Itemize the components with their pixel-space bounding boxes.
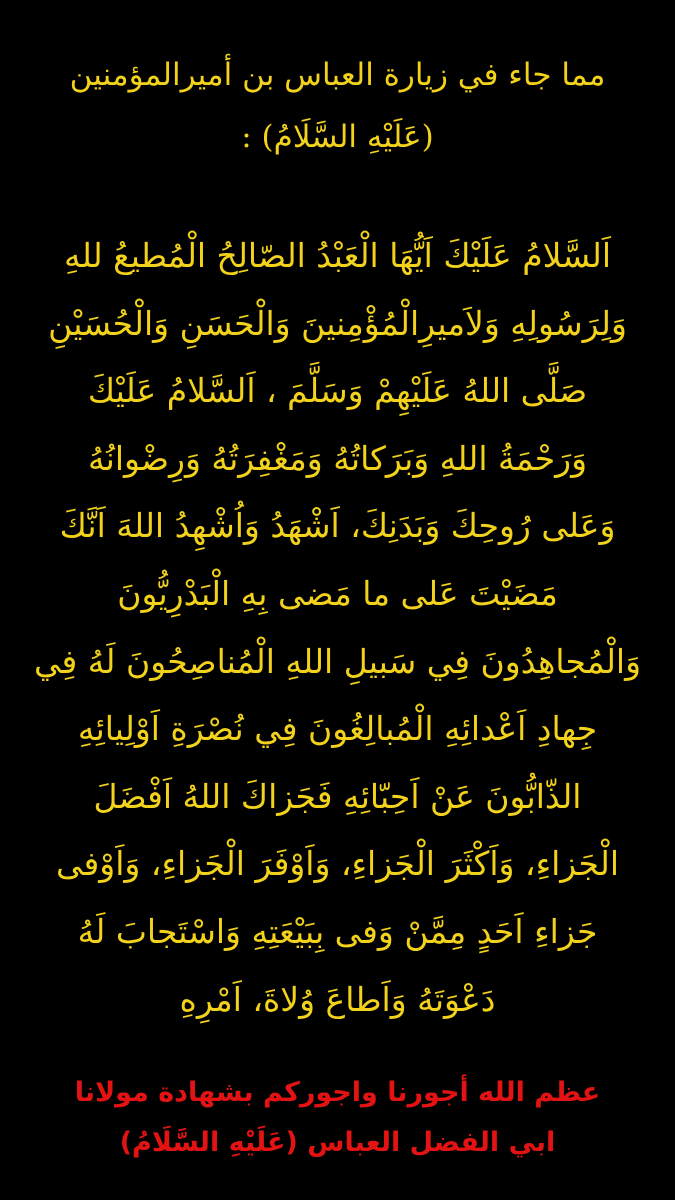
ziyarah-line: الذّابُّونَ عَنْ اَحِبّائِهِ فَجَزاكَ اللهُ اَفْضَلَ (93, 776, 582, 816)
ziyarah-line: وَرَحْمَةُ اللهِ وَبَرَكاتُهُ وَمَغْفِرَتُهُ وَرِضْوانُهُ (87, 438, 588, 478)
condolence-footer (20, 1068, 655, 1168)
ziyarah-line: وَلِرَسُولِهِ وَلاَميرِالْمُؤْمِنينَ وَالْحَسَنِ وَالْحُسَيْنِ (48, 303, 627, 343)
heading-line-2: (عَلَيْهِ السَّلَامُ) : (241, 119, 434, 155)
ziyarah-line: اَلسَّلامُ عَلَيْكَ اَيُّهَا الْعَبْدُ الصّالِحُ الْمُطيعُ للهِ (64, 236, 611, 275)
ziyarah-line: وَعَلى رُوحِكَ وَبَدَنِكَ، اَشْهَدُ وَاُشْهِدُ اللهَ اَنَّكَ (59, 506, 616, 546)
condolence-line-2: ابي الفضل العباس (عَلَيْهِ السَّلَامُ) (119, 1127, 556, 1158)
ziyarah-line: جِهادِ اَعْدائِهِ الْمُبالِغُونَ فِي نُصْرَةِ اَوْلِيائِهِ (77, 709, 598, 749)
heading-line-1: مما جاء في زيارة العباس بن أميرالمؤمنين (69, 57, 606, 93)
ziyarah-line: وَالْمُجاهِدُونَ فِي سَبيلِ اللهِ الْمُناصِحُونَ لَهُ فِي (33, 641, 642, 681)
ziyarah-line: الْجَزاءِ، وَاَكْثَرَ الْجَزاءِ، وَاَوْفَرَ الْجَزاءِ، وَاَوْفى (56, 844, 619, 884)
ziyarah-line: مَضَيْتَ عَلى ما مَضى بِهِ الْبَدْرِيُّونَ (117, 573, 558, 613)
ziyarah-line: صَلَّى اللهُ عَلَيْهِمْ وَسَلَّمَ ، اَلسَّلامُ عَلَيْكَ (87, 371, 588, 411)
ziyarah-text (14, 222, 661, 1033)
ziyarah-line: دَعْوَتَهُ وَاَطاعَ وُلاةَ، اَمْرِهِ (179, 979, 496, 1019)
ziyarah-line: جَزاءِ اَحَدٍ مِمَّنْ وَفى بِبَيْعَتِهِ وَاسْتَجابَ لَهُ (77, 911, 598, 951)
condolence-line-1: عظم الله أجورنا واجوركم بشهادة مولانا (74, 1077, 601, 1108)
heading (40, 44, 635, 168)
